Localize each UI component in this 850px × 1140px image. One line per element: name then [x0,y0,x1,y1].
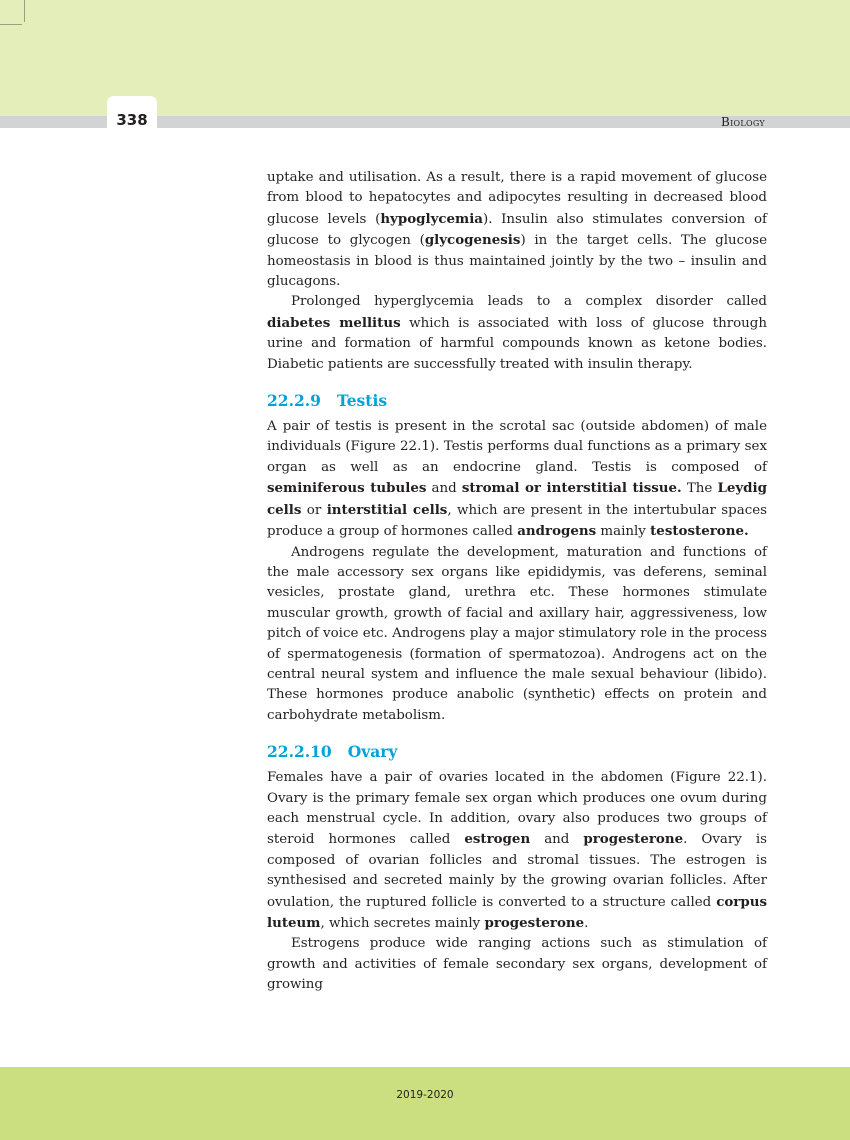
key-term: testosterone. [650,523,749,540]
key-term: corpus luteum [267,893,767,931]
key-term: progesterone [484,915,585,931]
key-term: hypoglycemia [380,210,483,227]
bottom-band [0,1067,850,1140]
paragraph: Estrogens produce wide ranging actions such as stimulation of growth and activities of female secondary sex organs, development of growing [267,936,767,993]
page-number: 338 [116,111,148,129]
key-term: seminiferous tubules [267,480,427,497]
section-number: 22.2.9 [267,391,321,411]
section-heading-testis [267,390,767,412]
key-term: interstitial cells [326,501,448,518]
paragraph: uptake and utilisation. As a result, there is a rapid movement of glucose from blood to hepatocytes and adipocytes resulting in decreased blood glucose levels (hypoglycemia). Insulin also stimulates conversion of glucose to glycogen (glycogenesis) in the target cells. The glucose homeostasis in blood is thus maintained jointly by the two – insulin and glucagons. [267,170,767,290]
paragraph: A pair of testis is present in the scrotal sac (outside abdomen) of male individuals (Figure 22.1). Testis performs dual functions as a primary sex organ as well as an endocrine gland. Testis is composed of seminiferous tubules and stromal or interstitial tissue. The Leydig cells or interstitial cells, which are present in the intertubular spaces produce a group of hormones called androgens mainly testosterone. [267,419,767,540]
crop-mark-top [24,0,25,22]
paragraph: Prolonged hyperglycemia leads to a complex disorder called diabetes mellitus which is associated with loss of glucose through urine and formation of harmful compounds known as ketone bodies. Diabetic patients are successfully treated with insulin therapy. [267,294,767,372]
paragraph: Androgens regulate the development, maturation and functions of the male accessory sex organs like epididymis, vas deferens, seminal vesicles, prostate gland, urethra etc. These hormones stimulate muscular growth, growth of facial and axillary hair, aggressiveness, low pitch of voice etc. Androgens play a major stimulatory role in the process of spermatogenesis (formation of spermatozoa). Androgens act on the central neural system and influence the male sexual behaviour (libido). These hormones produce anabolic (synthetic) effects on protein and carbohydrate metabolism. [267,544,767,723]
section-title: Testis [336,391,388,411]
section-number: 22.2.10 [267,742,332,762]
crop-mark-left [0,24,22,25]
key-term: androgens [517,523,597,540]
key-term: diabetes mellitus [267,314,401,331]
paragraph: Females have a pair of ovaries located in the abdomen (Figure 22.1). Ovary is the primary female sex organ which produces one ovum during each menstrual cycle. In addition, ovary also produces two groups of steroid hormones called estrogen and progesterone. Ovary is composed of ovarian follicles and stromal tissues. The estrogen is synthesised and secreted mainly by the growing ovarian follicles. After ovulation, the ruptured follicle is converted to a structure called corpus luteum, which secretes mainly progesterone. [267,770,768,931]
section-title: Ovary [347,742,398,762]
key-term: glycogenesis [424,232,521,249]
key-term: stromal or interstitial tissue. [461,480,682,497]
page-body [267,168,767,996]
key-term: estrogen [464,831,531,848]
key-term: progesterone [583,831,684,848]
key-term: Leydig cells [267,480,767,518]
footer-year: 2019-2020 [396,1089,454,1101]
running-head: Biology [720,115,765,129]
section-heading-ovary [267,741,767,763]
